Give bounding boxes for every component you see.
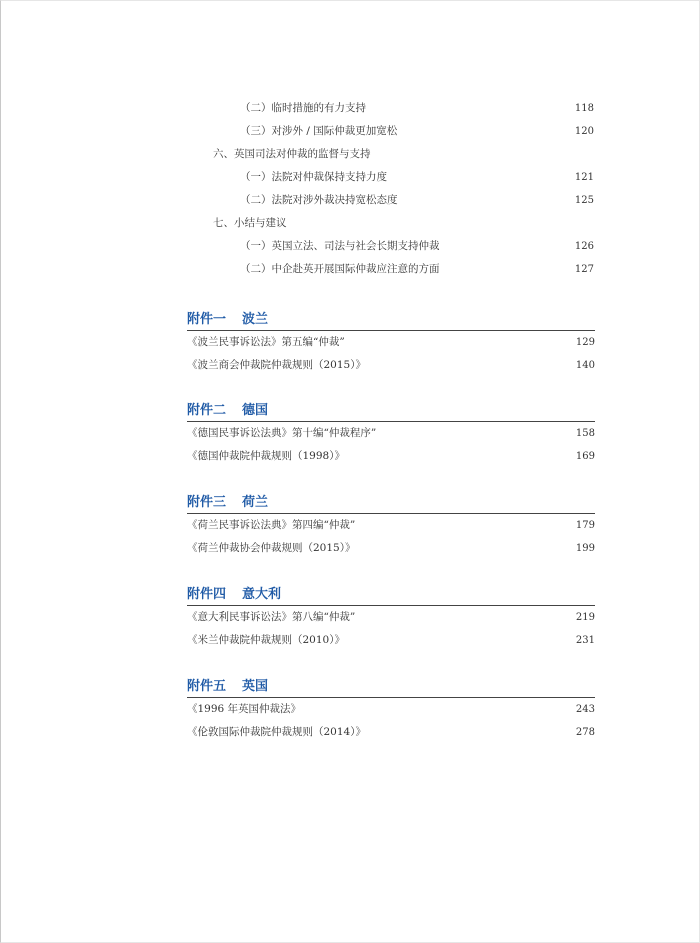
toc-continued-list [0,97,700,281]
appendix-section [187,402,595,468]
appendix-entry-title: 《荷兰仲裁协会仲裁规则（2015）》 [187,542,356,554]
appendix-name: 波兰 [242,312,269,327]
appendix-entry[interactable] [187,606,595,629]
toc-entry-page: 118 [574,103,594,114]
appendix-entry-page: 278 [575,727,595,738]
appendix-entry[interactable] [187,445,595,468]
appendix-entry-title: 《德国仲裁院仲裁规则（1998）》 [187,450,345,462]
appendix-entry-title: 《荷兰民事诉讼法典》第四编“仲裁” [187,519,356,531]
toc-entry[interactable] [0,120,700,143]
appendix-number: 附件四 [187,587,227,602]
appendix-entry-page: 140 [575,360,595,371]
toc-entry-title: （三）对涉外 / 国际仲裁更加宽松 [240,125,398,137]
appendix-number: 附件一 [187,312,227,327]
toc-entry-page: 127 [574,264,594,275]
appendix-entry-title: 《米兰仲裁院仲裁规则（2010）》 [187,634,345,646]
toc-entry[interactable] [0,97,700,120]
toc-section-heading[interactable] [0,143,700,166]
toc-entry-title: 七、小结与建议 [213,217,287,229]
appendix-heading[interactable] [187,494,595,514]
appendix-entry-title: 《1996 年英国仲裁法》 [187,703,302,715]
appendix-entry-title: 《波兰商会仲裁院仲裁规则（2015）》 [187,359,366,371]
appendix-entry[interactable] [187,537,595,560]
toc-entry[interactable] [0,235,700,258]
appendix-entry-page: 169 [575,451,595,462]
appendix-entry-title: 《德国民事诉讼法典》第十编“仲裁程序” [187,427,377,439]
appendix-entry-page: 199 [575,543,595,554]
appendix-entry[interactable] [187,721,595,744]
toc-entry-page: 121 [574,172,594,183]
toc-entry[interactable] [0,189,700,212]
appendix-heading[interactable] [187,311,595,331]
appendix-entry[interactable] [187,514,595,537]
appendix-number: 附件五 [187,679,227,694]
appendix-section [187,494,595,560]
appendix-number: 附件三 [187,495,227,510]
appendix-entry-page: 158 [575,428,595,439]
appendix-section [187,678,595,744]
appendix-name: 德国 [242,403,269,418]
appendix-entry[interactable] [187,629,595,652]
appendix-section [187,586,595,652]
appendix-section [187,311,595,377]
appendix-number: 附件二 [187,403,227,418]
toc-entry[interactable] [0,166,700,189]
appendix-entry[interactable] [187,331,595,354]
appendix-name: 荷兰 [242,495,269,510]
toc-section-heading[interactable] [0,212,700,235]
appendix-entry[interactable] [187,422,595,445]
toc-entry-title: 六、英国司法对仲裁的监督与支持 [213,148,371,160]
toc-entry[interactable] [0,258,700,281]
appendix-entry[interactable] [187,354,595,377]
appendix-entry-page: 243 [575,704,595,715]
appendix-name: 英国 [242,679,269,694]
toc-entry-title: （一）法院对仲裁保持支持力度 [240,171,387,183]
appendix-entry-page: 231 [575,635,595,646]
toc-entry-page: 120 [574,126,594,137]
appendix-entry-title: 《意大利民事诉讼法》第八编“仲裁” [187,611,356,623]
appendix-entry-page: 179 [575,520,595,531]
appendix-heading[interactable] [187,402,595,422]
appendix-entry-page: 129 [575,337,595,348]
toc-entry-title: （二）法院对涉外裁决持宽松态度 [240,194,398,206]
appendix-name: 意大利 [242,587,282,602]
appendix-entry-page: 219 [575,612,595,623]
toc-entry-page: 126 [574,241,594,252]
appendix-heading[interactable] [187,678,595,698]
appendix-entry[interactable] [187,698,595,721]
appendix-entry-title: 《波兰民事诉讼法》第五编“仲裁” [187,336,345,348]
toc-entry-title: （一）英国立法、司法与社会长期支持仲裁 [240,240,440,252]
appendix-heading[interactable] [187,586,595,606]
toc-entry-title: （二）临时措施的有力支持 [240,102,366,114]
appendix-entry-title: 《伦敦国际仲裁院仲裁规则（2014）》 [187,726,366,738]
toc-entry-page: 125 [574,195,594,206]
toc-entry-title: （二）中企赴英开展国际仲裁应注意的方面 [240,263,440,275]
